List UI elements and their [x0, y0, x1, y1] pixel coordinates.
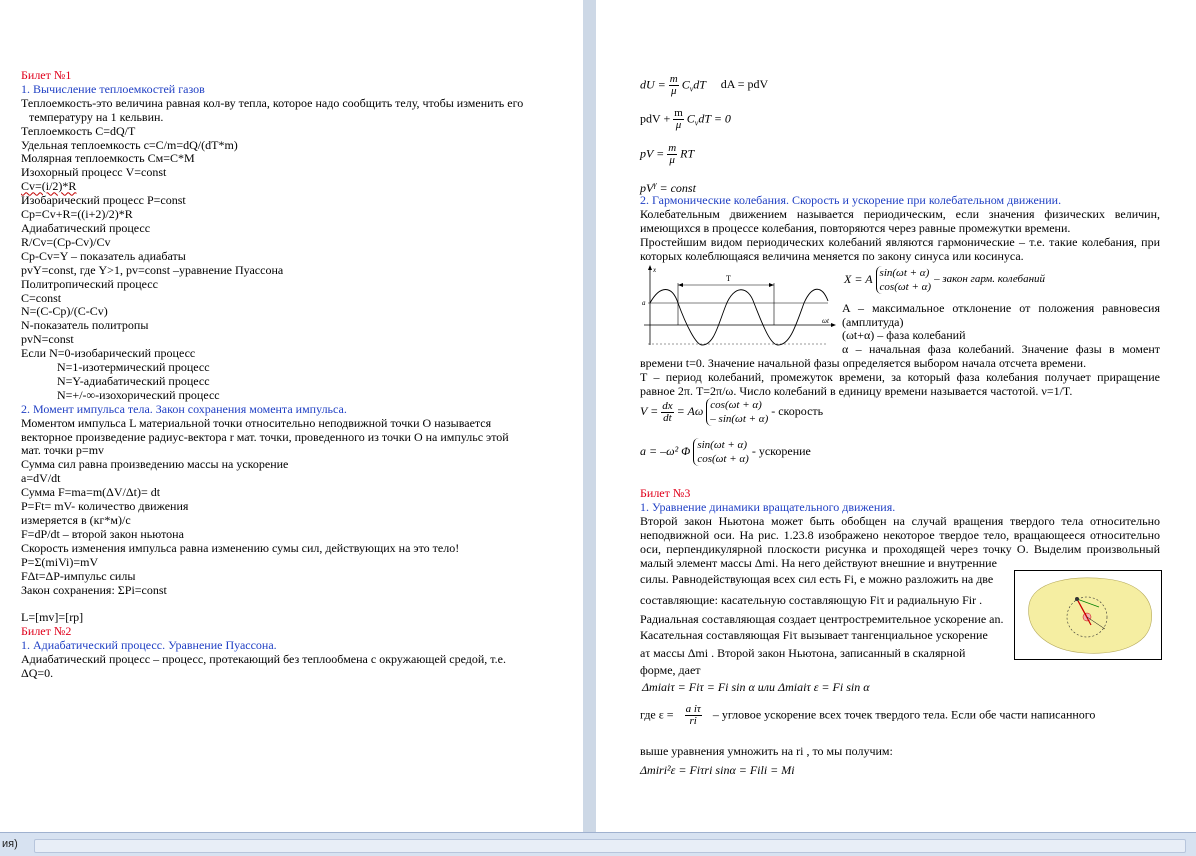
paragraph: форме, дает	[640, 663, 701, 677]
text-line: Cp-Cv=Y – показатель адиабаты	[21, 248, 186, 263]
paragraph: A – максимальное отклонение от положения равновесия (амплитуда)	[842, 301, 1160, 329]
text-line: температуру на 1 кельвин.	[29, 109, 164, 124]
question-rotation-heading: 1. Уравнение динамики вращательного движения.	[640, 500, 896, 514]
sine-wave-graph	[638, 263, 840, 351]
text-line: a=dV/dt	[21, 471, 61, 486]
text-line: Изохорный процесс V=const	[21, 165, 167, 180]
case-line: N=+/-∞-изохорический процесс	[57, 387, 220, 402]
equation-acceleration: a = –ω² Φ sin(ωt + α) cos(ωt + α) - ускорение	[640, 439, 811, 465]
equation-angular-accel: где ε = $\frac{\text{a iτ}}{ri}$ – угловое ускорение всех точек твердого тела. Если обе части написанного	[640, 703, 1096, 727]
rigid-body-figure	[1014, 570, 1162, 660]
horizontal-scrollbar[interactable]	[34, 839, 1186, 853]
paragraph: Колебательным движением называется периодическим, если значения физических величин, имеющихся в процессе колебания, повторяются через равные промежутки времени.	[640, 207, 1160, 235]
case-line: N=1-изотермический процесс	[57, 360, 210, 375]
ticket-2-heading: Билет №2	[21, 624, 72, 639]
text-line: Скорость изменения импульса равна изменению сумы сил, действующих на это тело!	[21, 540, 460, 555]
text-line: FΔt=ΔP-импульс силы	[21, 568, 136, 583]
paragraph: Радиальная составляющая создает центростремительное ускорение an.	[640, 612, 1004, 626]
document-page-right	[596, 0, 1196, 832]
paragraph: Касательная составляющая Fiτ вызывает тангенциальное ускорение	[640, 628, 988, 642]
text-line: Сумма F=ma=m(ΔV/Δt)= dt	[21, 485, 161, 500]
paragraph: составляющие: касательную составляющую Fiτ и радиальную Fir .	[640, 593, 983, 607]
text-line: P=Σ(miVi)=mV	[21, 554, 99, 569]
text-line: Адиабатический процесс – процесс, протекающий без теплообмена с окружающей средой, т.е.	[21, 652, 506, 667]
paragraph: силы. Равнодействующая всех сил есть Fi, е можно разложить на две	[640, 572, 994, 586]
equation-newton-scalar: Δmiaiτ = Fiτ = Fi sin α или Δmiaiτ ε = Fi sin α	[642, 680, 870, 694]
text-line: L=[mv]=[rp]	[21, 610, 84, 625]
question-3-heading: 1. Адиабатический процесс. Уравнение Пуассона.	[21, 638, 277, 653]
equation-pv: pV = $\frac{m}{\mu}$ RT	[640, 142, 695, 166]
text-line: Адиабатический процесс	[21, 220, 151, 235]
text-line: Теплоемкость C=dQ/T	[21, 123, 136, 138]
paragraph: aτ массы Δmi . Второй закон Ньютона, записанный в скалярной	[640, 646, 966, 660]
text-line: Cv=(i/2)*R	[21, 179, 77, 194]
graph-x-label: x	[653, 266, 657, 274]
question-1-heading: 1. Вычисление теплоемкостей газов	[21, 81, 205, 96]
text-line: Закон сохранения: ΣPi=const	[21, 582, 167, 597]
text-line: Политропический процесс	[21, 276, 158, 291]
text-line: векторное произведение радиус-вектора r мат. точки, проведенного из точки O на импульс этой	[21, 429, 509, 444]
case-line: Если N=0-изобарический процесс	[21, 346, 196, 361]
rigid-body-diagram	[1015, 571, 1161, 659]
text-line: N=(C-Cp)/(C-Cv)	[21, 304, 108, 319]
equation-poisson: $pV^\gamma$ = const	[640, 180, 696, 195]
status-text: ия)	[2, 838, 18, 850]
text-line: мат. точки p=mv	[21, 443, 105, 458]
ticket-3-heading: Билет №3	[640, 486, 691, 500]
left-page-text	[21, 69, 551, 681]
text-line: Изобарический процесс P=const	[21, 193, 186, 208]
text-line: измеряется в (кг*м)/с	[21, 513, 131, 527]
paragraph: α – начальная фаза колебаний. Значение фазы в момент времени t=0. Значение начальной фазы определяется выбором начала отсчета времени.	[640, 342, 1160, 370]
text-line: pvY=const, где Y>1, pv=const –уравнение Пуассона	[21, 262, 284, 277]
equation-velocity: V = $\frac{dx}{dt}$ = Aω cos(ωt + α) – sin(ωt + α) - скорость	[640, 399, 824, 425]
equation-x: X = A sin(ωt + α) cos(ωt + α) – закон гарм. колебаний	[844, 267, 1046, 293]
equation-moment: Δmiri²ε = Fiτri sinα = Fili = Mi	[640, 763, 795, 777]
text-line: Теплоемкость-это величина равная кол-ву тепла, которое надо сообщить телу, чтобы изменить его	[21, 95, 524, 110]
status-bar	[0, 832, 1196, 856]
paragraph: (ωt+α) – фаза колебаний	[842, 328, 966, 342]
paragraph: Простейшим видом периодических колебаний являются гармонические – т.е. такие колебания, при которых колеблющаяся величина меняется по закону синуса или косинуса.	[640, 235, 1160, 263]
text-line: F=dP/dt – второй закон ньютона	[21, 526, 184, 541]
question-2-heading: 2. Момент импульса тела. Закон сохранения момента импульса.	[21, 401, 347, 416]
text-line: Сумма сил равна произведению массы на ускорение	[21, 457, 289, 472]
graph-a-label: a	[642, 299, 646, 307]
text-line: Удельная теплоемкость с=C/m=dQ/(dT*m)	[21, 137, 238, 152]
paragraph: T – период колебаний, промежуток времени, за который фаза колебания получает приращение равное 2π. T=2π/ω. Число колебаний в единицу времени называется частотой. ν=1/T.	[640, 370, 1160, 398]
ticket-1-heading: Билет №1	[21, 68, 72, 82]
text-line: R/Cv=(Cp-Cv)/Cv	[21, 234, 111, 249]
text-line: Cp=Cv+R=((i+2)/2)*R	[21, 207, 133, 222]
equation-pdv: pdV + $\frac{m}{\mu}$ $C_vdT = 0$	[640, 107, 731, 131]
text-line: C=const	[21, 290, 62, 305]
text-line: ΔQ=0.	[21, 665, 54, 680]
graph-period-label: T	[726, 274, 731, 283]
equation-du: dU = $\frac{m}{\mu}$ $C_vdT$ dA = pdV	[640, 73, 769, 97]
text-line: Моментом импульса L материальной точки относительно неподвижной точки O называется	[21, 415, 492, 430]
graph-wt-label: ωt	[822, 317, 829, 325]
paragraph: выше уравнения умножить на ri , то мы получим:	[640, 744, 893, 758]
paragraph: Второй закон Ньютона может быть обобщен на случай вращения твердого тела относительно неподвижной оси. На рис. 1.23.8 изображено некоторое твердое тело, вращающееся относительно оси, перпендикулярной плоскости рисунка и проходящей через точку O. Выделим произвольный малый элемент массы Δmi. На него действуют внешние и внутренние	[640, 514, 1160, 570]
text-line: Молярная теплоемкость Cм=C*M	[21, 151, 195, 166]
document-page-left	[0, 0, 583, 832]
blank-line	[21, 597, 551, 611]
case-line: N=Y-адиабатический процесс	[57, 373, 210, 388]
text-line: P=Ft= mV- количество движения	[21, 499, 189, 514]
question-harmonic-heading: 2. Гармонические колебания. Скорость и ускорение при колебательном движении.	[640, 193, 1062, 207]
text-line: N-показатель политропы	[21, 318, 149, 333]
text-line: pvN=const	[21, 332, 74, 347]
